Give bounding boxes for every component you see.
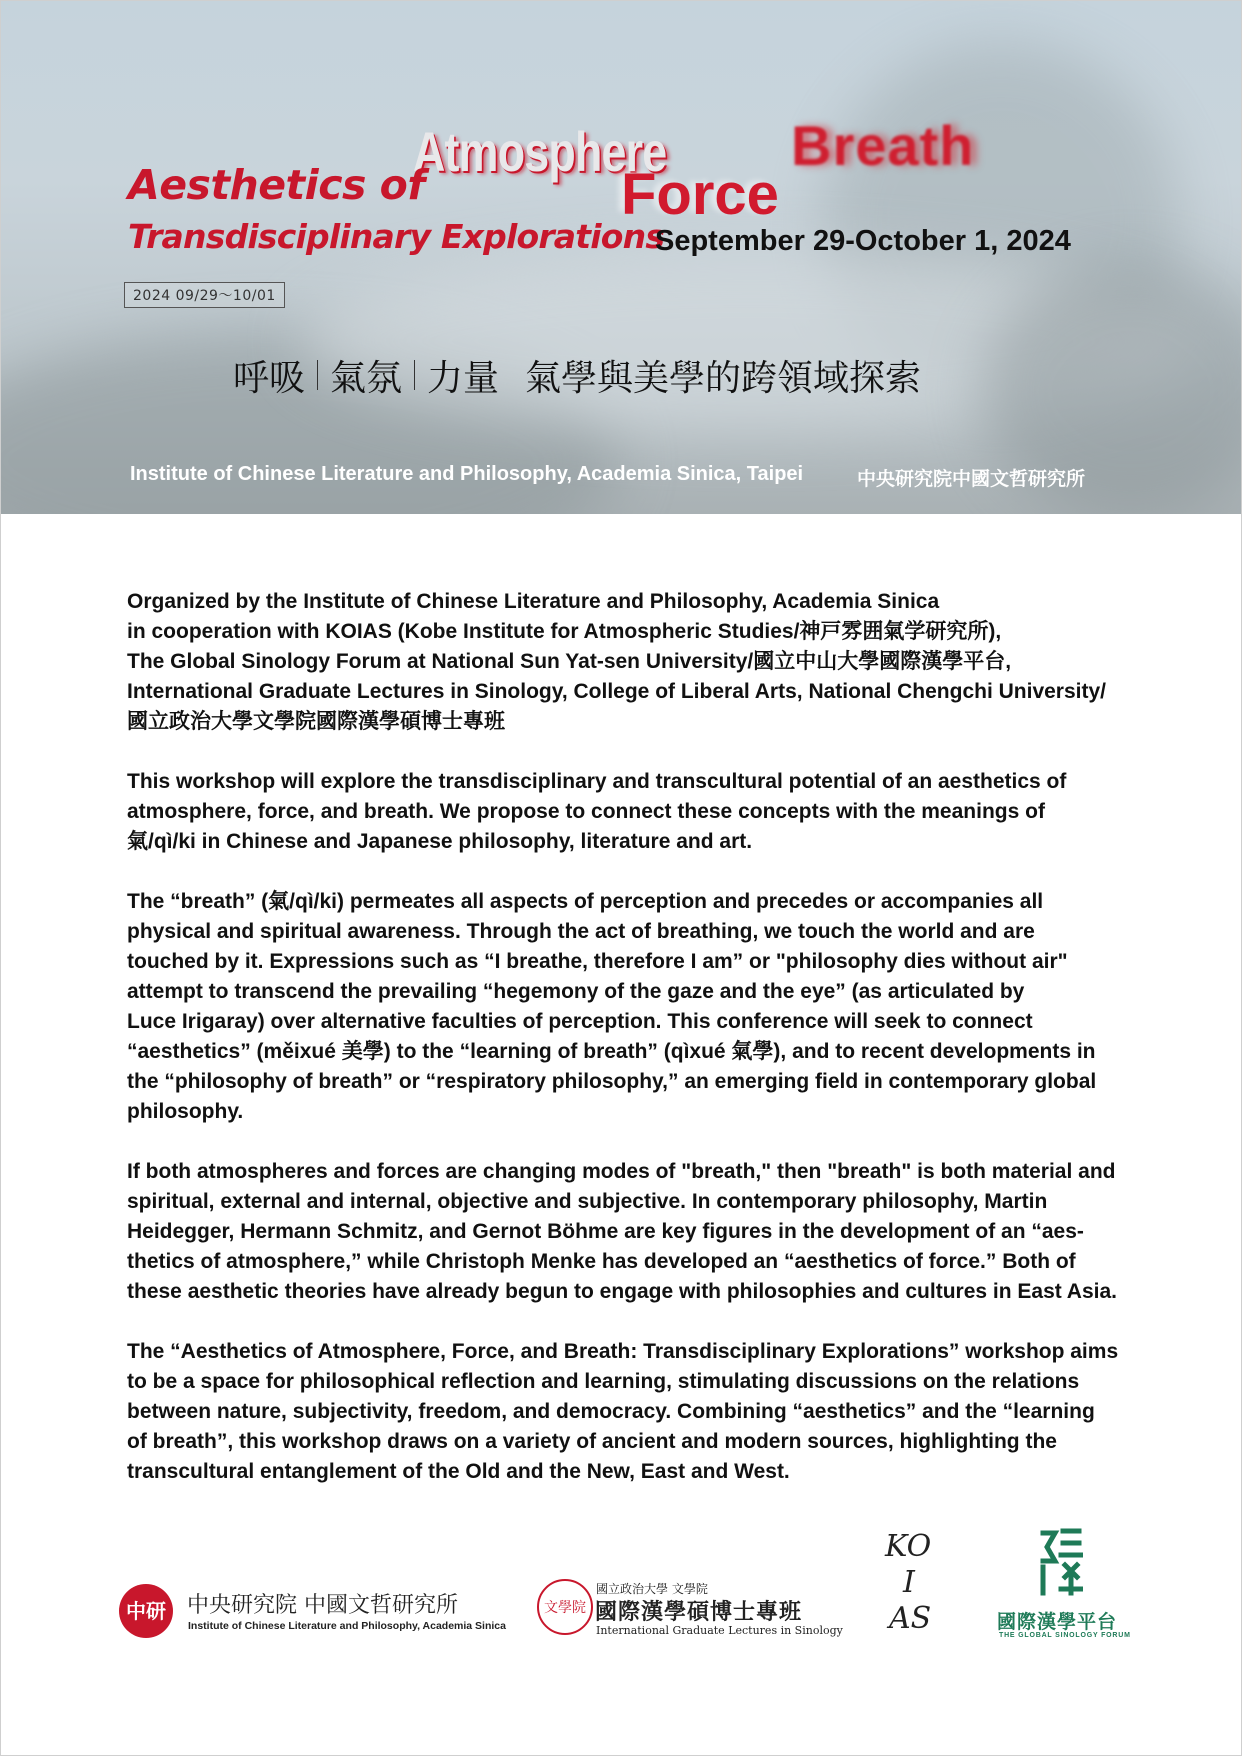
text-line: Organized by the Institute of Chinese Literature and Philosophy, Academia Sinica xyxy=(127,590,940,613)
nccu-seal-icon xyxy=(537,1579,593,1635)
cn-subtitle: 氣學與美學的跨領域探索 xyxy=(525,357,922,399)
text-line: between nature, subjectivity, freedom, and democracy. Combining “aesthetics” and the “learning xyxy=(127,1400,1095,1423)
text-line: If both atmospheres and forces are changing modes of "breath," then "breath" is both material and xyxy=(127,1160,1116,1183)
text-line: The “breath” (氣/qì/ki) permeates all aspects of perception and precedes or accompanies all xyxy=(127,890,1044,913)
text-line: The Global Sinology Forum at National Sun Yat-sen University/國立中山大學國際漢學平台, xyxy=(127,650,1012,673)
header-banner xyxy=(1,1,1241,514)
text-line: spiritual, external and internal, objective and subjective. In contemporary philosophy, Martin xyxy=(127,1190,1048,1213)
title-subtitle: Transdisciplinary Explorations xyxy=(128,217,665,256)
text-line: attempt to transcend the prevailing “hegemony of the gaze and the eye” (as articulated by xyxy=(127,980,1025,1003)
text-line: to be a space for philosophical reflection and learning, stimulating discussions on the relations xyxy=(127,1370,1080,1393)
poster-body xyxy=(127,587,1167,1517)
text-line: touched by it. Expressions such as “I breathe, therefore I am” or "philosophy dies without air" xyxy=(127,950,1068,973)
text-line: Heidegger, Hermann Schmitz, and Gernot Böhme are key figures in the development of an “aes- xyxy=(127,1220,1084,1243)
seal-text: 中研 xyxy=(126,1599,166,1623)
text-line: The “Aesthetics of Atmosphere, Force, and Breath: Transdisciplinary Explorations” workshop aims xyxy=(127,1340,1119,1363)
title-word-atmosphere: Atmosphere xyxy=(413,120,667,183)
title-word-breath: Breath xyxy=(791,114,975,177)
text-line: thetics of atmosphere,” while Christoph Menke has developed an “aesthetics of force.” Both of xyxy=(127,1250,1076,1273)
cn-term-atmosphere: 氣氛 xyxy=(330,357,403,399)
title-aesthetics-of: Aesthetics of xyxy=(128,161,425,209)
nccu-logo-top: 國立政治大學 文學院 xyxy=(596,1582,708,1596)
academia-logo-en: Institute of Chinese Literature and Philosophy, Academia Sinica xyxy=(188,1620,506,1632)
chinese-title xyxy=(233,351,921,399)
koias-k3: AS xyxy=(889,1601,932,1636)
gsf-logo-en: THE GLOBAL SINOLOGY FORUM xyxy=(999,1632,1131,1639)
global-sinology-forum-logo-icon xyxy=(1039,1527,1083,1597)
intro-paragraph xyxy=(127,767,1167,857)
text-line: in cooperation with KOIAS (Kobe Institute for Atmospheric Studies/神戸雰囲氣学研究所), xyxy=(127,620,1002,643)
date-box: 2024 09/29～10/01 xyxy=(124,282,285,308)
koias-k1: KO xyxy=(885,1529,932,1564)
title-word-force: Force xyxy=(621,162,779,227)
academia-sinica-seal-icon xyxy=(119,1584,173,1638)
text-line: International Graduate Lectures in Sinology, College of Liberal Arts, National Chengchi University/ xyxy=(127,680,1107,703)
text-line: transcultural entanglement of the Old and the New, East and West. xyxy=(127,1460,790,1483)
text-line: of breath”, this workshop draws on a variety of ancient and modern sources, highlighting the xyxy=(127,1430,1057,1453)
cn-term-breath: 呼吸 xyxy=(233,357,306,399)
academia-logo-cn: 中央研究院 中國文哲研究所 xyxy=(187,1593,458,1618)
divider xyxy=(414,360,415,390)
atmosphere-paragraph xyxy=(127,1157,1167,1307)
text-line: 氣/qì/ki in Chinese and Japanese philosophy, literature and art. xyxy=(127,830,753,853)
event-date: September 29-October 1, 2024 xyxy=(655,225,1071,257)
cn-term-force: 力量 xyxy=(427,357,500,399)
text-line: “aesthetics” (měixué 美學) to the “learning of breath” (qìxué 氣學), and to recent developments in xyxy=(127,1040,1096,1063)
nccu-logo-en: International Graduate Lectures in Sinology xyxy=(596,1624,843,1637)
gsf-logo-cn: 國際漢學平台 xyxy=(997,1611,1118,1633)
koias-k2: I xyxy=(903,1565,915,1600)
host-institute-en: Institute of Chinese Literature and Philosophy, Academia Sinica, Taipei xyxy=(130,463,804,485)
text-line: physical and spiritual awareness. Through the act of breathing, we touch the world and are xyxy=(127,920,1035,943)
text-line: philosophy. xyxy=(127,1100,244,1123)
nccu-logo-main: 國際漢學碩博士專班 xyxy=(595,1600,803,1625)
text-line: This workshop will explore the transdisciplinary and transcultural potential of an aesthetics of xyxy=(127,770,1067,793)
text-line: atmosphere, force, and breath. We propose to connect these concepts with the meanings of xyxy=(127,800,1045,823)
text-line: these aesthetic theories have already begun to engage with philosophies and cultures in East Asia. xyxy=(127,1280,1117,1303)
divider xyxy=(317,360,318,390)
koias-logo xyxy=(881,1529,941,1639)
text-line: Luce Irigaray) over alternative faculties of perception. This conference will seek to connect xyxy=(127,1010,1033,1033)
text-line: the “philosophy of breath” or “respiratory philosophy,” an emerging field in contemporary global xyxy=(127,1070,1097,1093)
workshop-paragraph xyxy=(127,1337,1167,1487)
breath-paragraph xyxy=(127,887,1167,1127)
seal-text: 文學院 xyxy=(544,1600,586,1616)
text-line: 國立政治大學文學院國際漢學碩博士專班 xyxy=(127,710,505,733)
host-institute-cn: 中央研究院中國文哲研究所 xyxy=(857,468,1086,490)
organizers-paragraph xyxy=(127,587,1167,737)
